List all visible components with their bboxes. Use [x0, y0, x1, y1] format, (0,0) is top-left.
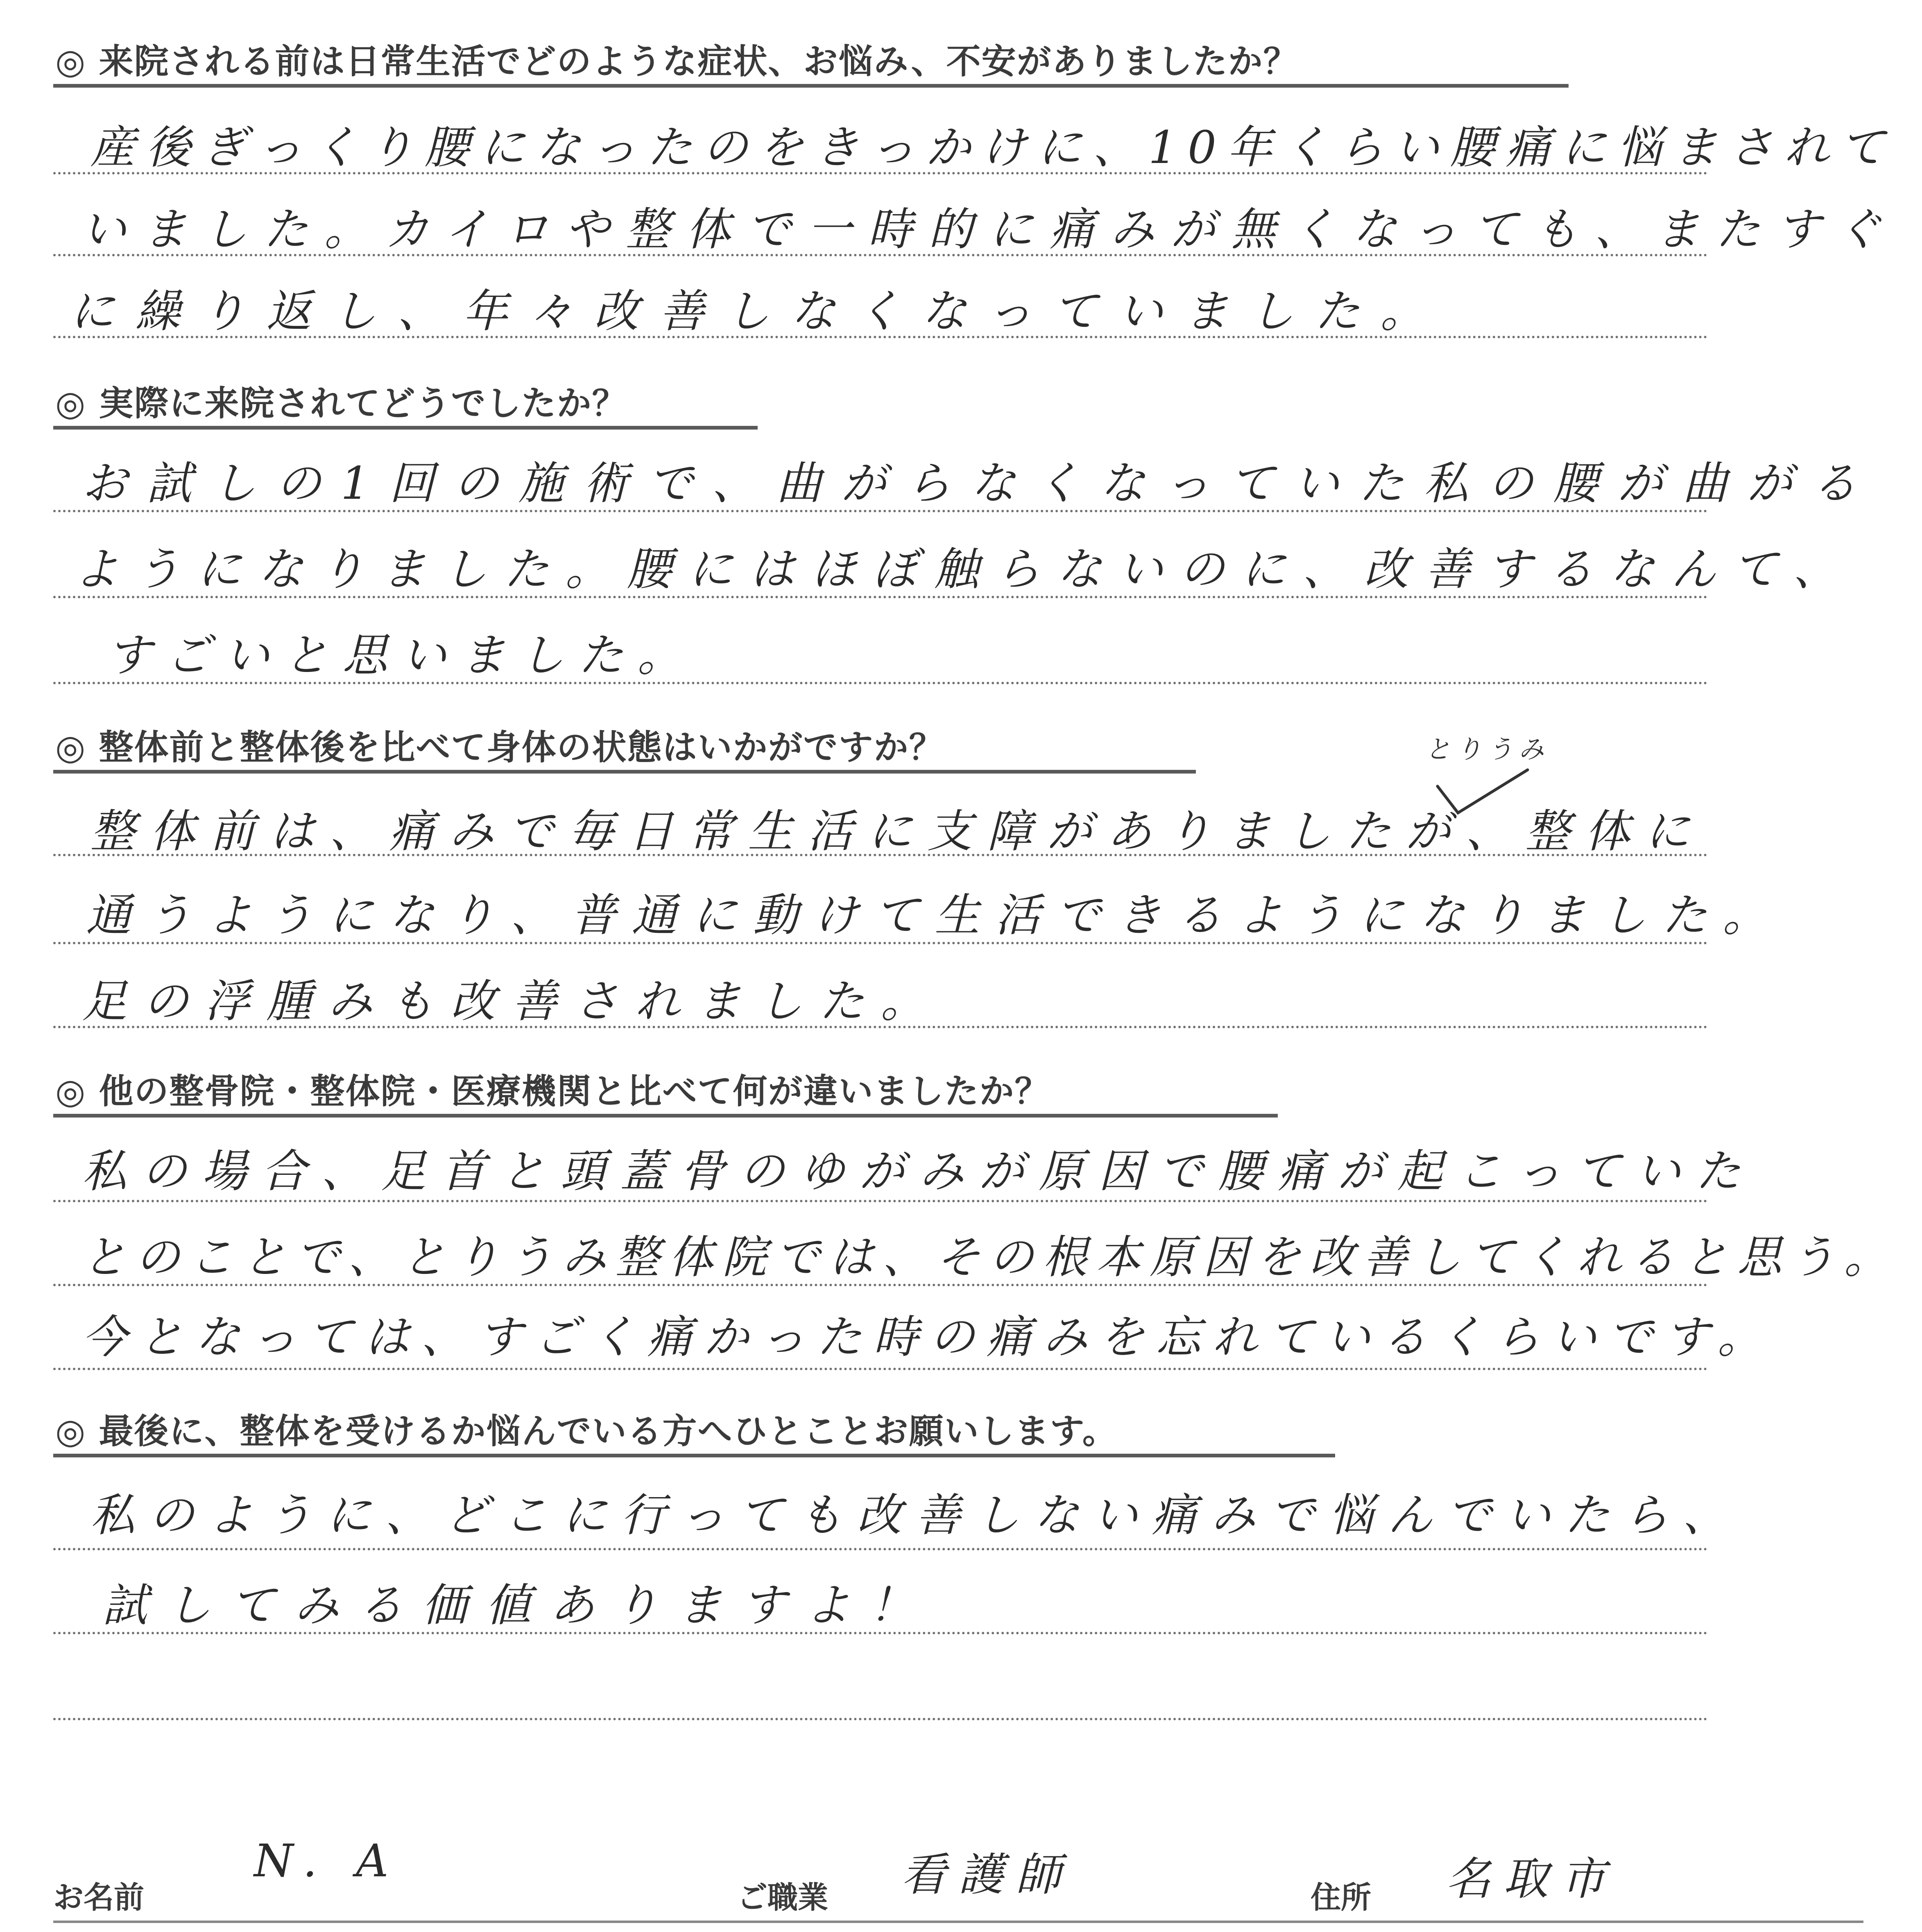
answer-1-line-2: いました。カイロや整体で一時的に痛みが無くなっても、またすぐ [82, 203, 1897, 256]
rule [53, 596, 1708, 598]
answer-3-line-2: 通うようになり、普通に動けて生活できるようになりました。 [86, 889, 1783, 941]
answer-1-line-1: 産後ぎっくり腰になったのをきっかけに、10年くらい腰痛に悩まされて [90, 121, 1895, 174]
answer-4-line-2: とのことで、とりうみ整体院では、その根本原因を改善してくれると思う。 [82, 1231, 1897, 1283]
rule [53, 942, 1708, 944]
address-value: 名取市 [1446, 1853, 1618, 1905]
rule [53, 510, 1708, 512]
question-4: ◎ 他の整骨院・整体院・医療機関と比べて何が違いましたか？ [55, 1071, 1050, 1111]
name-value: N. A [254, 1835, 401, 1887]
answer-3-line-3: 足の浮腫みも改善されました。 [82, 975, 942, 1027]
question-4-underline [53, 1114, 1278, 1118]
annotation-toriumi: とりうみ [1425, 734, 1550, 764]
name-label: お名前 [53, 1880, 144, 1915]
rule [53, 1200, 1708, 1202]
question-5-underline [53, 1454, 1335, 1457]
question-3: ◎ 整体前と整体後を比べて身体の状態はいかがですか？ [55, 727, 944, 767]
rule [53, 1718, 1708, 1720]
answer-2-line-2: ようになりました。腰にはほぼ触らないのに、改善するなんて、 [74, 543, 1854, 595]
footer-rule [53, 1921, 1863, 1923]
rule [53, 254, 1708, 256]
job-label: ご職業 [737, 1880, 828, 1915]
answer-5-line-2: 試してみる価値ありますよ！ [102, 1579, 933, 1631]
rule [53, 682, 1708, 684]
answer-4-line-3: 今となっては、すごく痛かった時の痛みを忘れているくらいです。 [82, 1311, 1774, 1363]
question-2: ◎ 実際に来院されてどうでしたか？ [55, 383, 627, 423]
answer-2-line-1: お試しの1回の施術で、曲がらなくなっていた私の腰が曲がる [82, 457, 1877, 509]
rule [53, 1632, 1708, 1634]
rule [53, 1548, 1708, 1550]
job-value: 看護師 [901, 1848, 1073, 1901]
answer-5-line-1: 私のように、どこに行っても改善しない痛みで悩んでいたら、 [90, 1489, 1741, 1541]
answer-2-line-3: すごいと思いました。 [106, 629, 696, 681]
rule [53, 1284, 1708, 1286]
answer-1-line-3: に繰り返し、年々改善しなくなっていました。 [70, 285, 1446, 337]
question-1-underline [53, 84, 1569, 88]
rule [53, 172, 1708, 174]
question-5: ◎ 最後に、整体を受けるか悩んでいる方へひとことお願いします。 [55, 1411, 1118, 1451]
answer-4-line-1: 私の場合、足首と頭蓋骨のゆがみが原因で腰痛が起こっていた [82, 1145, 1755, 1197]
question-1: ◎ 来院される前は日常生活でどのような症状、お悩み、不安がありましたか？ [55, 41, 1299, 81]
address-label: 住所 [1311, 1880, 1371, 1915]
rule [53, 854, 1708, 856]
rule [53, 1368, 1708, 1370]
question-3-underline [53, 770, 1196, 774]
rule [53, 1026, 1708, 1028]
answer-3-line-1: 整体前は、痛みで毎日常生活に支障がありましたが、整体に [90, 805, 1705, 857]
rule [53, 336, 1708, 338]
question-2-underline [53, 426, 758, 430]
